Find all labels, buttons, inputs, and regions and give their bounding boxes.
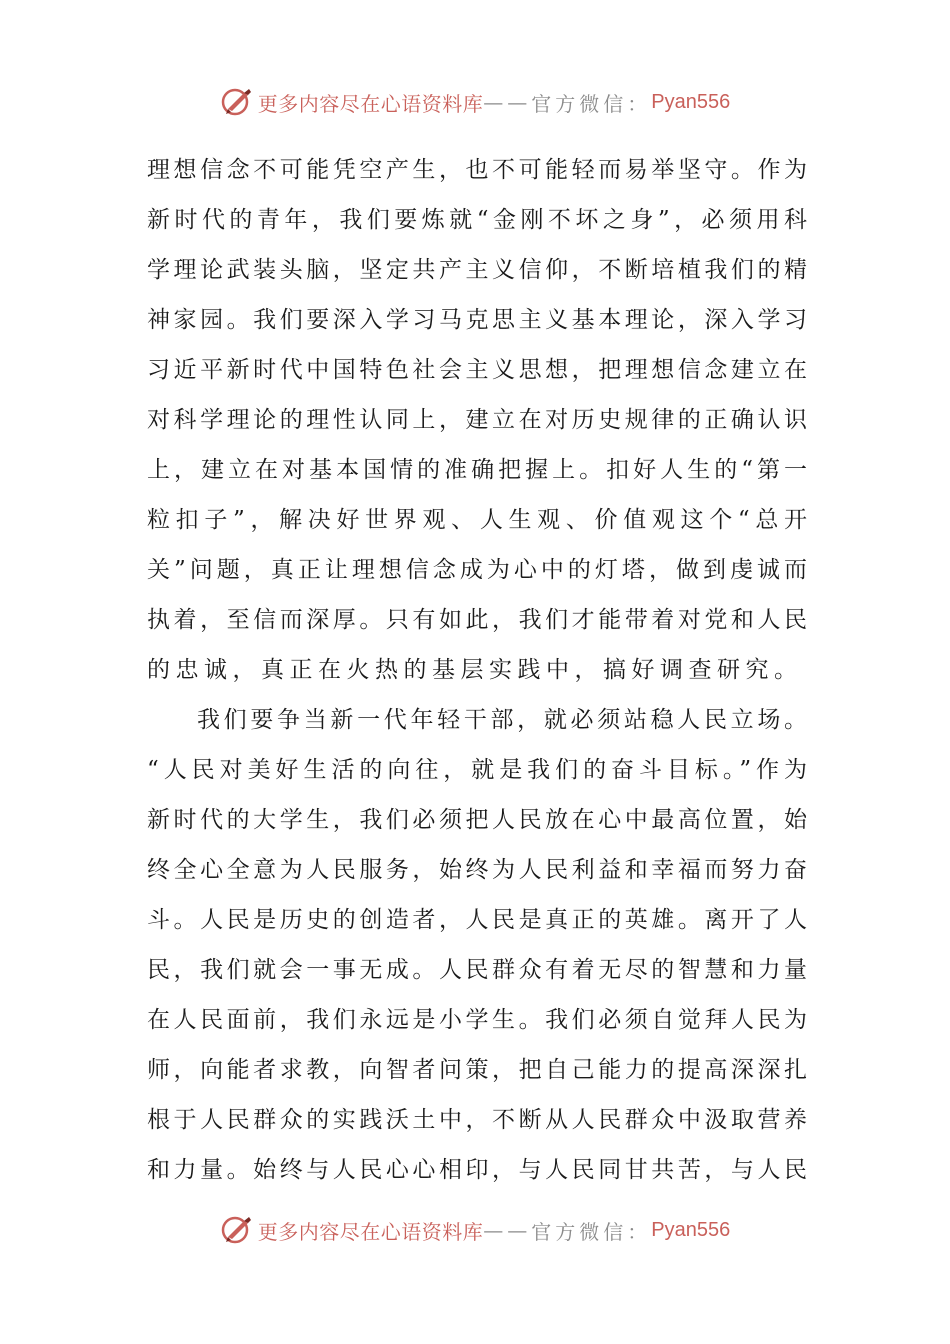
text-line: 终全心全意为人民服务，始终为人民利益和幸福而努力奋 [147, 857, 807, 883]
pen-logo-icon [220, 1213, 254, 1247]
text-line: 习近平新时代中国特色社会主义思想，把理想信念建立在 [147, 357, 807, 383]
text-line: 学理论武装头脑，坚定共产主义信仰，不断培植我们的精 [147, 257, 807, 283]
banner-wechat-label: 官方微信： [531, 1219, 652, 1244]
banner-site-name: 更多内容尽在心语资料库 [257, 1219, 484, 1244]
pen-logo-icon [220, 85, 254, 119]
banner-wechat-id: Pyan556 [651, 90, 731, 113]
header-banner [0, 82, 950, 122]
banner-dash: —— [483, 1218, 532, 1242]
text-line: 民，我们就会一事无成。人民群众有着无尽的智慧和力量 [147, 957, 807, 983]
text-line: 理想信念不可能凭空产生，也不可能轻而易举坚守。作为 [147, 157, 807, 183]
text-line: 新时代的青年，我们要炼就“金刚不坏之身”，必须用科 [147, 207, 807, 233]
text-line: 对科学理论的理性认同上，建立在对历史规律的正确认识 [147, 407, 807, 433]
banner-wechat-label: 官方微信： [531, 91, 652, 116]
text-line: 斗。人民是历史的创造者，人民是真正的英雄。离开了人 [147, 907, 807, 933]
banner-site-name: 更多内容尽在心语资料库 [257, 91, 484, 116]
text-line: 和力量。始终与人民心心相印，与人民同甘共苦，与人民 [147, 1157, 807, 1183]
text-line: 上，建立在对基本国情的准确把握上。扣好人生的“第一 [147, 457, 807, 483]
banner-dash: —— [483, 90, 532, 114]
text-line: 根于人民群众的实践沃土中，不断从人民群众中汲取营养 [147, 1107, 807, 1133]
text-line: 执着，至信而深厚。只有如此，我们才能带着对党和人民 [147, 607, 807, 633]
text-line: 的忠诚，真正在火热的基层实践中，搞好调查研究。 [147, 657, 803, 683]
footer-banner [0, 1210, 950, 1250]
text-line: 新时代的大学生，我们必须把人民放在心中最高位置，始 [147, 807, 807, 833]
text-line: 神家园。我们要深入学习马克思主义基本理论，深入学习 [147, 307, 807, 333]
paragraph-start-line: 我们要争当新一代年轻干部，就必须站稳人民立场。 [197, 707, 807, 733]
text-line: 在人民面前，我们永远是小学生。我们必须自觉拜人民为 [147, 1007, 807, 1033]
document-body [147, 145, 807, 1195]
text-line: 师，向能者求教，向智者问策，把自己能力的提高深深扎 [147, 1057, 807, 1083]
text-line: 粒扣子”，解决好世界观、人生观、价值观这个“总开 [147, 507, 807, 533]
text-line: 关”问题，真正让理想信念成为心中的灯塔，做到虔诚而 [147, 557, 807, 583]
text-line: “人民对美好生活的向往，就是我们的奋斗目标。”作为 [147, 757, 807, 783]
banner-wechat-id: Pyan556 [651, 1218, 731, 1241]
